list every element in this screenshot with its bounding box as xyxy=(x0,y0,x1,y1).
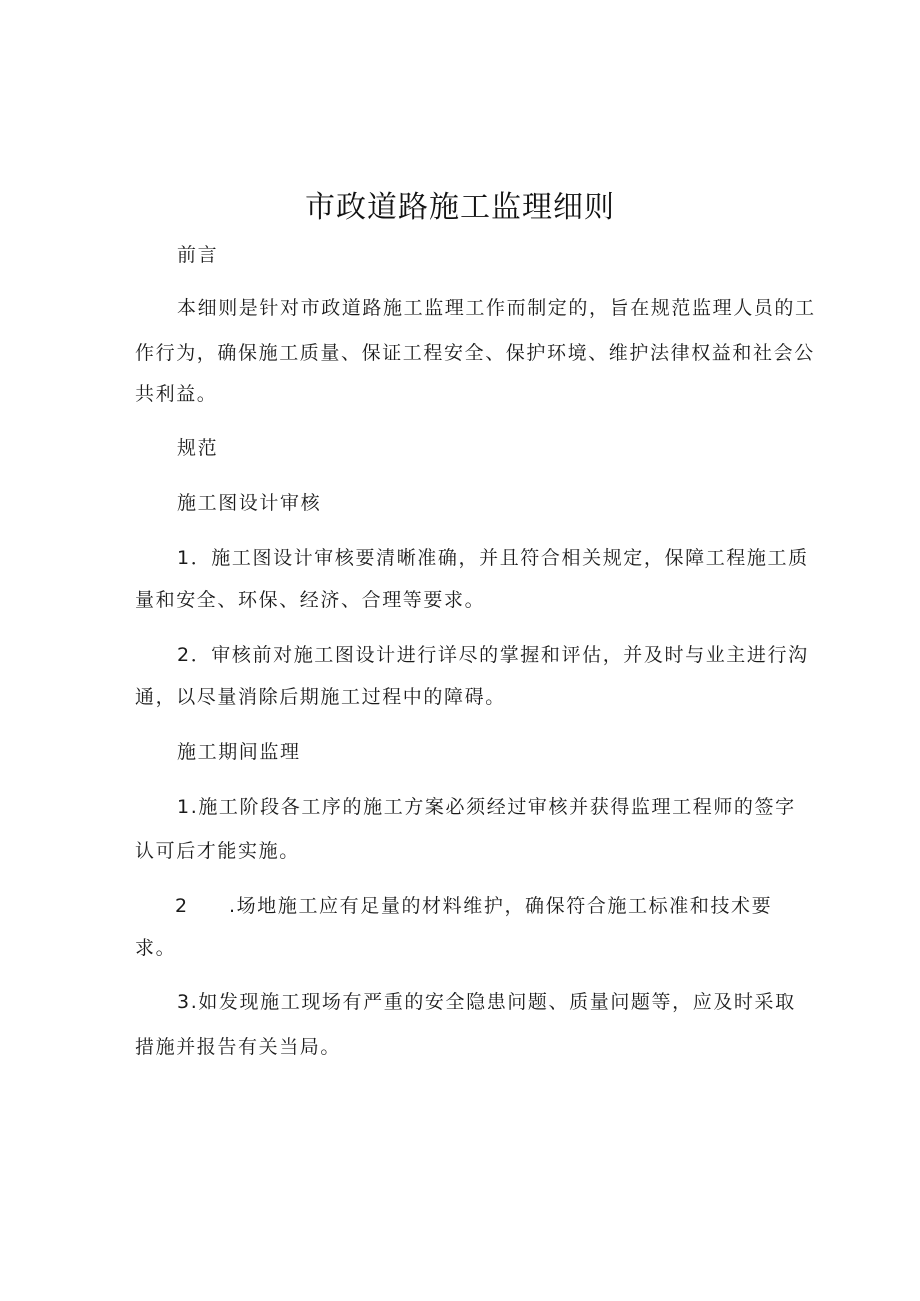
supervision-item-3-line-1: 3.如发现施工现场有严重的安全隐患问题、质量问题等，应及时采取 xyxy=(177,991,796,1013)
design-review-item-2-line-2: 通，以尽量消除后期施工过程中的障碍。 xyxy=(135,686,506,708)
preface-text-line-2: 作行为，确保施工质量、保证工程安全、保护环境、维护法律权益和社会公 xyxy=(135,342,815,364)
design-review-item-1-line-2: 量和安全、环保、经济、合理等要求。 xyxy=(135,589,486,611)
preface-text-line-3: 共利益。 xyxy=(135,383,218,405)
norms-heading: 规范 xyxy=(177,437,219,459)
preface-heading: 前言 xyxy=(177,244,219,266)
section-construction-supervision-heading: 施工期间监理 xyxy=(177,741,301,763)
supervision-item-1-line-1: 1.施工阶段各工序的施工方案必须经过审核并获得监理工程师的签字 xyxy=(177,796,796,818)
supervision-item-2-number: 2 xyxy=(175,895,188,917)
supervision-item-3-line-2: 措施并报告有关当局。 xyxy=(135,1036,342,1058)
supervision-item-2-line-2: 求。 xyxy=(135,937,177,959)
section-design-review-heading: 施工图设计审核 xyxy=(177,492,322,514)
preface-text-line-1: 本细则是针对市政道路施工监理工作而制定的，旨在规范监理人员的工 xyxy=(177,297,816,319)
design-review-item-2-line-1: 2．审核前对施工图设计进行详尽的掌握和评估，并及时与业主进行沟 xyxy=(177,644,809,666)
supervision-item-2-line-1: .场地施工应有足量的材料维护，确保符合施工标准和技术要 xyxy=(229,895,773,917)
document-title: 市政道路施工监理细则 xyxy=(305,190,615,225)
design-review-item-1-line-1: 1．施工图设计审核要清晰准确，并且符合相关规定，保障工程施工质 xyxy=(177,547,809,569)
supervision-item-1-line-2: 认可后才能实施。 xyxy=(135,840,300,862)
